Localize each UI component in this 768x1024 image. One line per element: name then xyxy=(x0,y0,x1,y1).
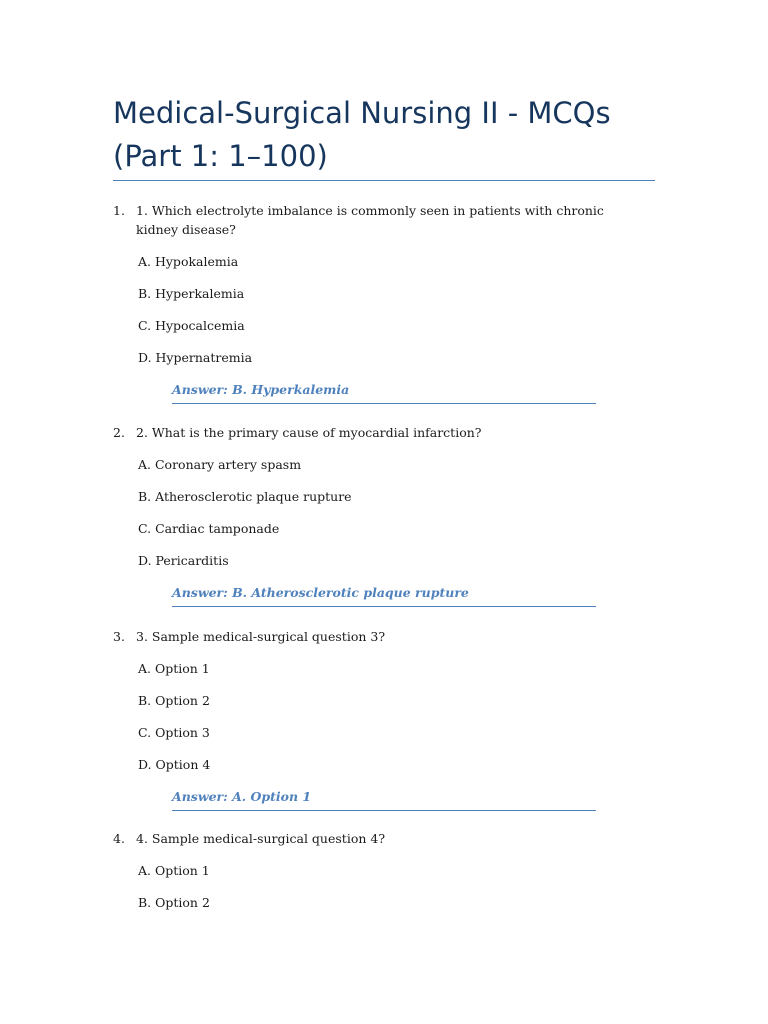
option-b: B. Option 2 xyxy=(138,895,210,910)
option-a: A. Hypokalemia xyxy=(138,254,239,269)
option-c: C. Option 3 xyxy=(138,725,210,740)
answer-line: Answer: A. Option 1 xyxy=(172,787,596,811)
option-a: A. Coronary artery spasm xyxy=(138,457,302,472)
question-list-number: 4. xyxy=(113,831,125,846)
answer-line: Answer: B. Atherosclerotic plaque rupture xyxy=(172,583,596,607)
option-c: C. Hypocalcemia xyxy=(138,318,245,333)
question-list-number: 1. xyxy=(113,203,125,218)
question-text: 2. What is the primary cause of myocardial infarction? xyxy=(136,425,482,440)
option-d: D. Hypernatremia xyxy=(138,350,253,365)
option-a: A. Option 1 xyxy=(138,661,210,676)
option-b: B. Hyperkalemia xyxy=(138,286,245,301)
question-list-number: 3. xyxy=(113,629,125,644)
question-text: 1. Which electrolyte imbalance is commonly seen in patients with chronic kidney disease? xyxy=(136,203,604,237)
option-d: D. Pericarditis xyxy=(138,553,229,568)
question-list-number: 2. xyxy=(113,425,125,440)
option-b: B. Atherosclerotic plaque rupture xyxy=(138,489,352,504)
title-divider xyxy=(113,180,655,181)
option-d: D. Option 4 xyxy=(138,757,211,772)
question-text: 4. Sample medical-surgical question 4? xyxy=(136,831,386,846)
option-c: C. Cardiac tamponade xyxy=(138,521,280,536)
page-title: Medical-Surgical Nursing II - MCQs (Part 1: 1–100) xyxy=(113,96,611,173)
answer-line: Answer: B. Hyperkalemia xyxy=(172,380,596,404)
question-text: 3. Sample medical-surgical question 3? xyxy=(136,629,386,644)
option-b: B. Option 2 xyxy=(138,693,210,708)
option-a: A. Option 1 xyxy=(138,863,210,878)
